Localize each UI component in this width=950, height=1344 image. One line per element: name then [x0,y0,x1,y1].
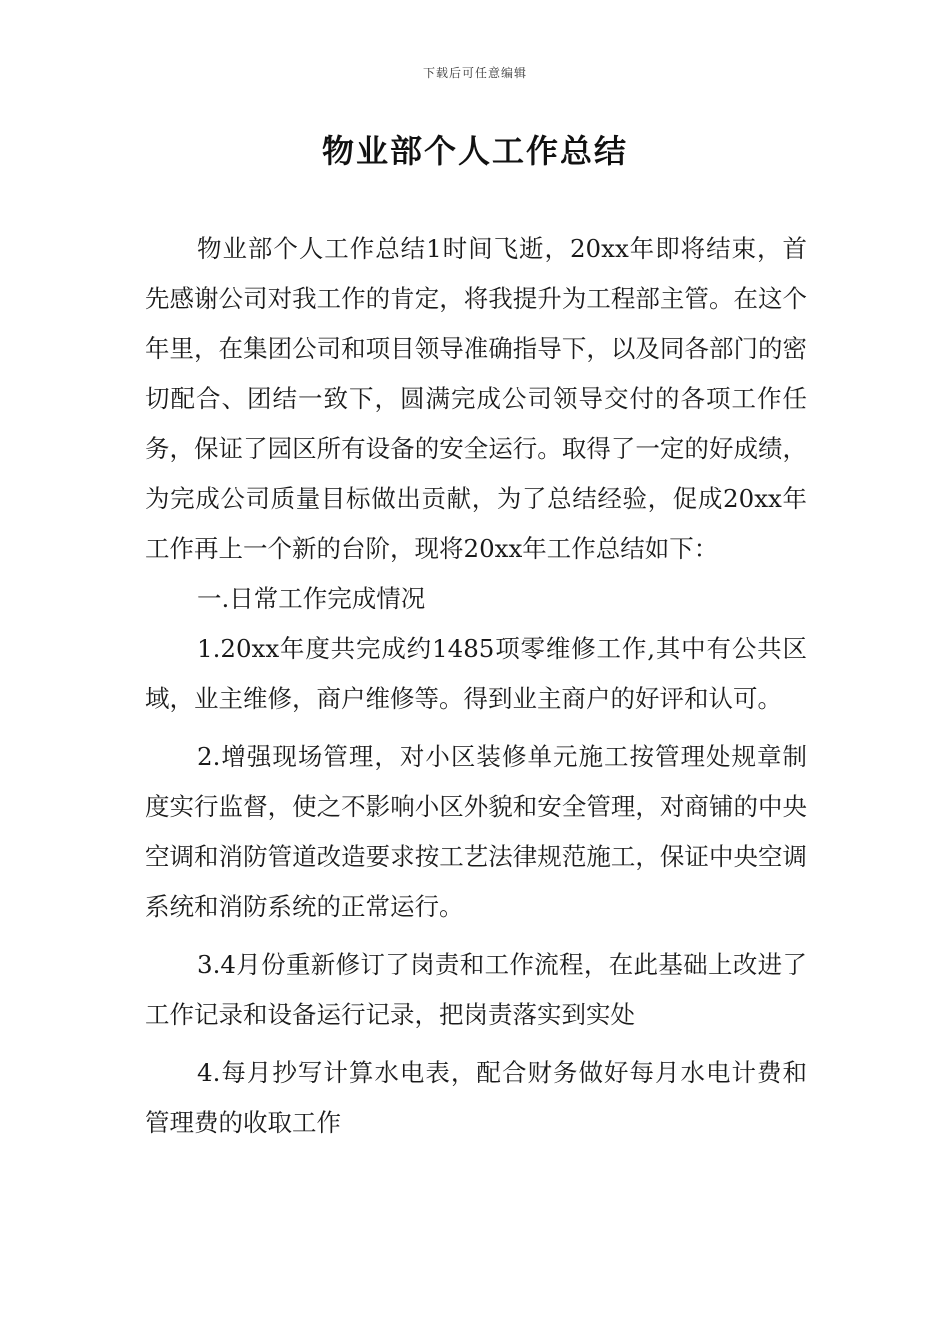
section-heading: 一.日常工作完成情况 [197,584,426,613]
document-title: 物业部个人工作总结 [321,132,628,170]
list-item-2: 2.增强现场管理，对小区装修单元施工按管理处规章制度实行监督，使之不影响小区外貌和安全管理，对商铺的中央空调和消防管道改造要求按工艺法律规范施工，保证中央空调系统和消防系统的正常运行。 [145,742,807,921]
list-item-3: 3.4月份重新修订了岗责和工作流程，在此基础上改进了工作记录和设备运行记录，把岗责落实到实处 [145,950,807,1029]
paragraph-intro: 物业部个人工作总结1时间飞逝，20xx年即将结束，首先感谢公司对我工作的肯定，将我提升为工程部主管。在这个年里，在集团公司和项目领导准确指导下，以及同各部门的密切配合、团结一致下，圆满完成公司领导交付的各项工作任务，保证了园区所有设备的安全运行。取得了一定的好成绩，为完成公司质量目标做出贡献，为了总结经验，促成20xx年工作再上一个新的台阶，现将20xx年工作总结如下： [145,234,807,563]
list-item-4: 4.每月抄写计算水电表，配合财务做好每月水电计费和管理费的收取工作 [145,1058,807,1137]
document-body [145,224,807,1148]
header-note: 下载后可任意编辑 [422,66,527,80]
list-item-1: 1.20xx年度共完成约1485项零维修工作,其中有公共区域，业主维修，商户维修等。得到业主商户的好评和认可。 [145,634,807,713]
